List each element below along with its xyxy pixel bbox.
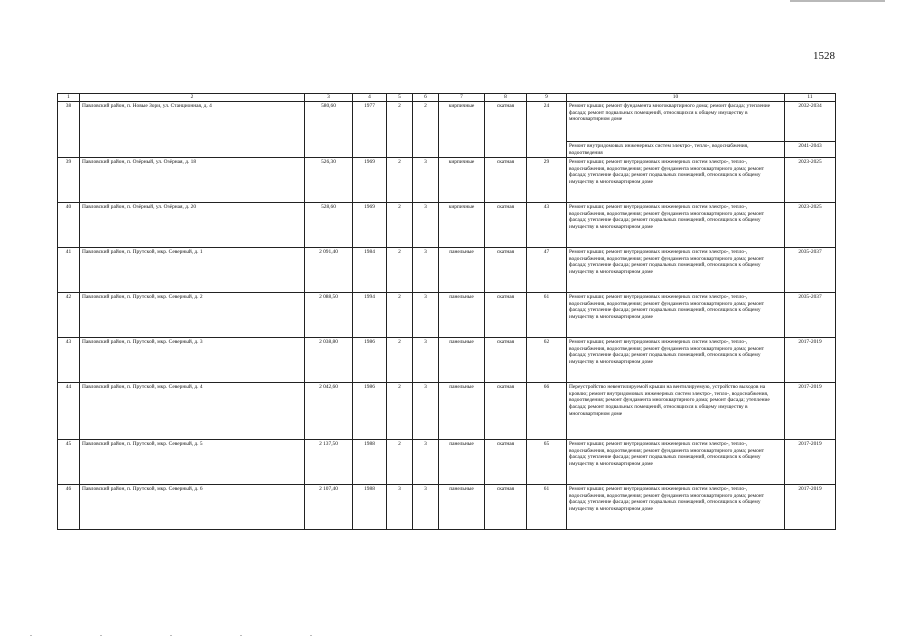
- wall-material-cell: панельные: [439, 293, 485, 338]
- floors-cell: 2: [387, 338, 413, 383]
- works-cell: Ремонт крыши; ремонт внутридомовых инженерных систем электро-, тепло-, водоснабжения, водоотведения; ремонт фундамента многоквартирного дома; ремонт фасада; утепление фасада; ремонт подвальных помещений, относящихся к общему имуществу в многоквартирном доме: [567, 293, 785, 338]
- table-row: [58, 440, 836, 485]
- table-row: [58, 338, 836, 383]
- table-row: [58, 248, 836, 293]
- area-cell: 2 137,50: [305, 440, 353, 485]
- floors-cell: 2: [387, 440, 413, 485]
- period-cell: 2035-2037: [785, 293, 836, 338]
- roof-type-cell: скатная: [485, 440, 527, 485]
- wall-material-cell: панельные: [439, 485, 485, 530]
- roof-type-cell: скатная: [485, 248, 527, 293]
- entrances-cell: 3: [413, 248, 439, 293]
- scan-noise: [30, 635, 360, 636]
- housing-registry-table: [57, 93, 836, 530]
- address-cell: Павловский район, п. Прутской, мкр. Северный, д. 4: [80, 383, 305, 440]
- wall-material-cell: кирпичные: [439, 203, 485, 248]
- area-cell: 2 088,50: [305, 293, 353, 338]
- year-cell: 1988: [353, 485, 387, 530]
- table-body: [58, 102, 836, 530]
- area-cell: 2 091,40: [305, 248, 353, 293]
- wall-material-cell: панельные: [439, 248, 485, 293]
- table-row: [58, 485, 836, 530]
- period-cell: 2017-2019: [785, 440, 836, 485]
- year-cell: 1988: [353, 440, 387, 485]
- column-header: 11: [785, 94, 836, 102]
- period-cell: 2041-2043: [785, 142, 836, 158]
- works-cell: Ремонт внутридомовых инженерных систем электро-, тепло-, водоснабжения, водоотведения: [567, 142, 785, 158]
- row-number-cell: 45: [58, 440, 80, 485]
- floors-cell: 2: [387, 203, 413, 248]
- flats-count-cell: 61: [527, 293, 567, 338]
- row-number-cell: 43: [58, 338, 80, 383]
- entrances-cell: 3: [413, 383, 439, 440]
- column-header: 10: [567, 94, 785, 102]
- table-row: [58, 102, 836, 142]
- period-cell: 2017-2019: [785, 338, 836, 383]
- area-cell: 526,30: [305, 158, 353, 203]
- table-row: [58, 293, 836, 338]
- scan-edge-mark: [790, 0, 885, 2]
- roof-type-cell: скатная: [485, 485, 527, 530]
- period-cell: 2017-2019: [785, 383, 836, 440]
- row-number-cell: 41: [58, 248, 80, 293]
- roof-type-cell: скатная: [485, 158, 527, 203]
- year-cell: 1969: [353, 203, 387, 248]
- column-header: 8: [485, 94, 527, 102]
- works-cell: Ремонт крыши; ремонт внутридомовых инженерных систем электро-, тепло-, водоснабжения, водоотведения; ремонт фундамента многоквартирного дома; ремонт фасада; утепление фасада; ремонт подвальных помещений, относящихся к общему имуществу в многоквартирном доме: [567, 338, 785, 383]
- column-header: 7: [439, 94, 485, 102]
- wall-material-cell: панельные: [439, 338, 485, 383]
- floors-cell: 3: [387, 485, 413, 530]
- column-header: 4: [353, 94, 387, 102]
- year-cell: 1984: [353, 248, 387, 293]
- roof-type-cell: скатная: [485, 338, 527, 383]
- area-cell: 2 038,80: [305, 338, 353, 383]
- column-header: 1: [58, 94, 80, 102]
- entrances-cell: 3: [413, 293, 439, 338]
- address-cell: Павловский район, п. Прутской, мкр. Северный, д. 1: [80, 248, 305, 293]
- flats-count-cell: 66: [527, 383, 567, 440]
- entrances-cell: 3: [413, 203, 439, 248]
- year-cell: 1977: [353, 102, 387, 158]
- flats-count-cell: 29: [527, 158, 567, 203]
- floors-cell: 2: [387, 158, 413, 203]
- works-cell: Ремонт крыши; ремонт фундамента многоквартирного дома; ремонт фасада; утепление фасада; ремонт подвальных помещений, относящихся к общему имуществу в многоквартирном доме: [567, 102, 785, 142]
- entrances-cell: 3: [413, 338, 439, 383]
- row-number-cell: 46: [58, 485, 80, 530]
- entrances-cell: 3: [413, 158, 439, 203]
- works-cell: Ремонт крыши; ремонт внутридомовых инженерных систем электро-, тепло-, водоснабжения, водоотведения; ремонт фундамента многоквартирного дома; ремонт фасада; утепление фасада; ремонт подвальных помещений, относящихся к общему имуществу в многоквартирном доме: [567, 485, 785, 530]
- wall-material-cell: кирпичные: [439, 158, 485, 203]
- entrances-cell: 3: [413, 485, 439, 530]
- flats-count-cell: 43: [527, 203, 567, 248]
- period-cell: 2023-2025: [785, 158, 836, 203]
- address-cell: Павловский район, п. Озёрный, ул. Озёрная, д. 20: [80, 203, 305, 248]
- roof-type-cell: скатная: [485, 383, 527, 440]
- column-header: 9: [527, 94, 567, 102]
- floors-cell: 2: [387, 293, 413, 338]
- flats-count-cell: 61: [527, 485, 567, 530]
- floors-cell: 2: [387, 102, 413, 158]
- flats-count-cell: 62: [527, 338, 567, 383]
- works-cell: Ремонт крыши; ремонт внутридомовых инженерных систем электро-, тепло-, водоснабжения, водоотведения; ремонт фундамента многоквартирного дома; ремонт фасада; утепление фасада; ремонт подвальных помещений, относящихся к общему имуществу в многоквартирном доме: [567, 203, 785, 248]
- row-number-cell: 42: [58, 293, 80, 338]
- period-cell: 2035-2037: [785, 248, 836, 293]
- roof-type-cell: скатная: [485, 203, 527, 248]
- address-cell: Павловский район, п. Озёрный, ул. Озёрная, д. 18: [80, 158, 305, 203]
- roof-type-cell: скатная: [485, 102, 527, 158]
- address-cell: Павловский район, п. Прутской, мкр. Северный, д. 3: [80, 338, 305, 383]
- flats-count-cell: 47: [527, 248, 567, 293]
- floors-cell: 2: [387, 383, 413, 440]
- area-cell: 580,60: [305, 102, 353, 158]
- works-cell: Ремонт крыши; ремонт внутридомовых инженерных систем электро-, тепло-, водоснабжения, водоотведения; ремонт фундамента многоквартирного дома; ремонт фасада; утепление фасада; ремонт подвальных помещений, относящихся к общему имуществу в многоквартирном доме: [567, 158, 785, 203]
- year-cell: 1986: [353, 383, 387, 440]
- works-cell: Переустройство невентилируемой крыши на вентилируемую, устройство выходов на кровлю; ремонт внутридомовых инженерных систем электро-, тепло-, водоснабжения, водоотведения; ремонт фундамента многоквартирного дома; ремонт фасада; утепление фасада; ремонт подвальных помещений, относящихся к общему имуществу в многоквартирном доме: [567, 383, 785, 440]
- year-cell: 1969: [353, 158, 387, 203]
- page-number: 1528: [813, 50, 835, 62]
- row-number-cell: 44: [58, 383, 80, 440]
- table-row: [58, 158, 836, 203]
- column-number-row: [58, 94, 836, 102]
- row-number-cell: 39: [58, 158, 80, 203]
- column-header: 6: [413, 94, 439, 102]
- address-cell: Павловский район, п. Прутской, мкр. Северный, д. 6: [80, 485, 305, 530]
- flats-count-cell: 24: [527, 102, 567, 158]
- row-number-cell: 38: [58, 102, 80, 158]
- table-row: [58, 383, 836, 440]
- entrances-cell: 3: [413, 440, 439, 485]
- address-cell: Павловский район, п. Прутской, мкр. Северный, д. 5: [80, 440, 305, 485]
- roof-type-cell: скатная: [485, 293, 527, 338]
- works-cell: Ремонт крыши; ремонт внутридомовых инженерных систем электро-, тепло-, водоснабжения, водоотведения; ремонт фундамента многоквартирного дома; ремонт фасада; утепление фасада; ремонт подвальных помещений, относящихся к общему имуществу в многоквартирном доме: [567, 440, 785, 485]
- wall-material-cell: панельные: [439, 383, 485, 440]
- column-header: 2: [80, 94, 305, 102]
- area-cell: 2 042,60: [305, 383, 353, 440]
- entrances-cell: 2: [413, 102, 439, 158]
- table-row: [58, 203, 836, 248]
- column-header: 5: [387, 94, 413, 102]
- period-cell: 2017-2019: [785, 485, 836, 530]
- wall-material-cell: панельные: [439, 440, 485, 485]
- works-cell: Ремонт крыши; ремонт внутридомовых инженерных систем электро-, тепло-, водоснабжения, водоотведения; ремонт фундамента многоквартирного дома; ремонт фасада; утепление фасада; ремонт подвальных помещений, относящихся к общему имуществу в многоквартирном доме: [567, 248, 785, 293]
- flats-count-cell: 65: [527, 440, 567, 485]
- column-header: 3: [305, 94, 353, 102]
- period-cell: 2032-2034: [785, 102, 836, 142]
- area-cell: 528,60: [305, 203, 353, 248]
- wall-material-cell: кирпичные: [439, 102, 485, 158]
- year-cell: 1986: [353, 338, 387, 383]
- period-cell: 2023-2025: [785, 203, 836, 248]
- address-cell: Павловский район, п. Прутской, мкр. Северный, д. 2: [80, 293, 305, 338]
- row-number-cell: 40: [58, 203, 80, 248]
- address-cell: Павловский район, п. Новые Зори, ул. Станционная, д. 4: [80, 102, 305, 158]
- floors-cell: 2: [387, 248, 413, 293]
- year-cell: 1994: [353, 293, 387, 338]
- area-cell: 2 107,40: [305, 485, 353, 530]
